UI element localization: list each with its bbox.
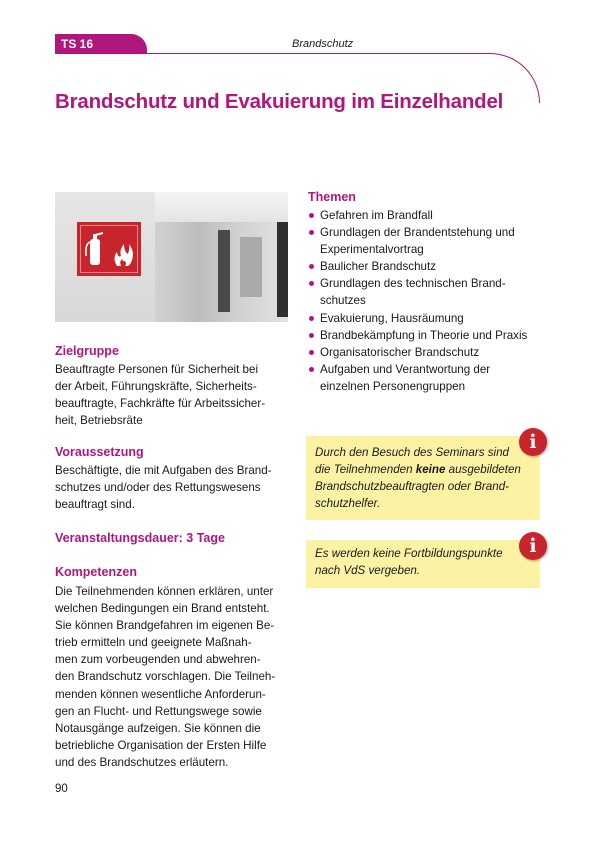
list-item: Evakuierung, Hausräumung [308,310,527,327]
kompetenzen-text [55,583,275,771]
zielgruppe-text [55,361,265,429]
header-category: Brandschutz [292,38,354,50]
list-item: Baulicher Brandschutz [308,258,527,275]
emphasis-keine: keine [415,463,446,477]
fire-extinguisher-photo [55,192,288,322]
list-item: Organisatorischer Brandschutz [308,344,527,361]
list-item: einzelnen Personengruppen [320,379,466,393]
voraussetzung-text [55,462,272,513]
text-fragment: die Teilnehmenden [315,463,416,477]
themen-list [308,207,527,395]
text-line: und des Brandschutzes erläutern. [55,755,229,769]
text-line: Beauftragte Personen für Sicherheit bei [55,363,259,376]
info-icon: i [519,428,547,456]
text-line: Sie können Brandgefahren im eigenen Be- [55,619,275,633]
photo-corridor [240,237,262,297]
extinguisher-symbol-icon [77,222,141,276]
text-line: beauftragt sind. [55,498,135,512]
text-line: beauftragte, Fachkräfte für Arbeitssicher- [55,397,266,411]
text-line: trieb ermitteln und geeignete Maßnah- [55,636,252,650]
list-item: Gefahren im Brandfall [308,207,527,224]
text-line: nach VdS vergeben. [315,564,421,578]
text-fragment: ausgebildeten [445,463,521,477]
photo-ceiling [155,192,288,222]
voraussetzung-heading: Voraussetzung [55,445,144,459]
list-item: schutzes [320,294,366,308]
list-item: Grundlagen der Brandentstehung und [308,224,527,241]
text-line: welchen Bedingungen ein Brand entsteht. [55,602,270,616]
kompetenzen-heading: Kompetenzen [55,565,137,579]
text-line: schutzhelfer. [315,497,381,511]
text-line: heit, Betriebsräte [55,414,143,428]
text-line: der Arbeit, Führungskräfte, Sicherheits- [55,380,257,394]
course-code-badge: TS 16 [55,34,147,54]
dauer-heading: Veranstaltungsdauer: 3 Tage [55,531,225,545]
list-item: Brandbekämpfung in Theorie und Praxis [308,327,527,344]
info-box-points-notice [306,540,540,588]
text-line: Die Teilnehmenden können erklären, unter [55,585,274,598]
text-line: schutzes und/oder des Rettungswesens [55,481,261,495]
page-title: Brandschutz und Evakuierung im Einzelhandel [55,90,504,113]
themen-heading: Themen [308,190,356,204]
text-line: betriebliche Organisation der Ersten Hilfe [55,738,267,752]
info-text [315,444,521,512]
text-line: Notausgänge aufzeigen. Sie können die [55,721,261,735]
fire-extinguisher-sign-icon [77,222,141,276]
list-item: Aufgaben und Verantwortung der [308,361,527,378]
text-line: menden können wesentliche Anforderun- [55,687,266,701]
page-number: 90 [55,783,68,795]
header-rule [147,53,452,54]
text-line: Beschäftigte, die mit Aufgaben des Brand- [55,464,272,477]
text-line: gen an Flucht- und Rettungswege sowie [55,704,262,718]
zielgruppe-heading: Zielgruppe [55,344,119,358]
list-item: Grundlagen des technischen Brand- [308,275,527,292]
photo-door [218,230,230,312]
text-line: men zum vorbeugenden und abwehren- [55,653,261,667]
text-line: Es werden keine Fortbildungspunkte [315,547,503,560]
list-item: Experimentalvortrag [320,243,424,257]
text-line: den Brandschutz vorschlagen. Die Teilneh- [55,670,276,684]
info-icon: i [519,532,547,560]
info-box-training-notice [306,436,540,520]
text-line [315,461,521,478]
text-line: Brandschutzbeauftragten oder Brand- [315,480,509,494]
photo-door [277,222,288,317]
info-text [315,545,503,579]
text-line: Durch den Besuch des Seminars sind [315,446,509,459]
